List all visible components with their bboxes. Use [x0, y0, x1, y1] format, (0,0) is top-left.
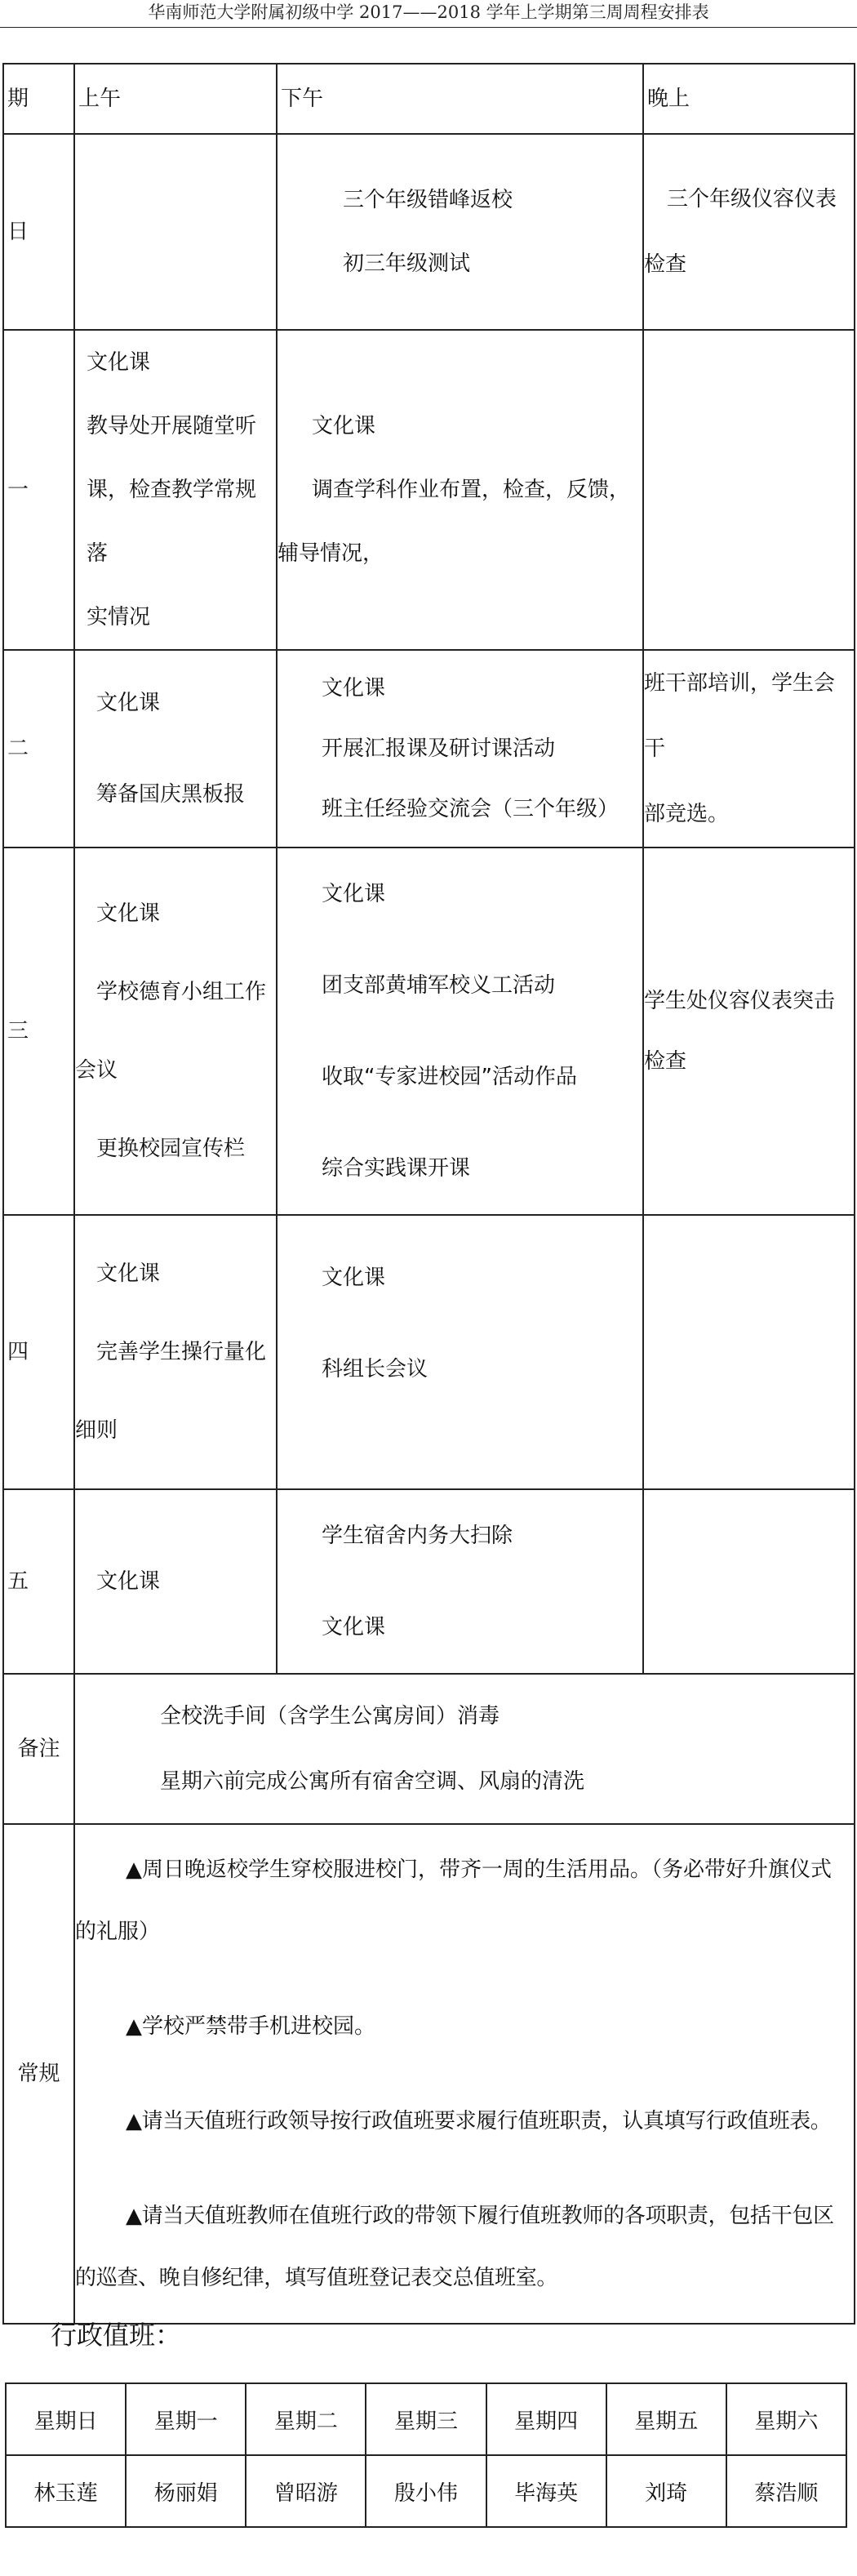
- afternoon-cell: [277, 650, 643, 848]
- day-label: 一: [3, 330, 74, 650]
- cell-line: 初三年级测试: [343, 251, 471, 276]
- cell-line: 调查学科作业布置，检查，反馈，: [312, 478, 631, 502]
- morning-cell: [74, 650, 277, 848]
- cell-line: 学生处仪容仪表突击: [644, 989, 836, 1013]
- cell-line: 更换校园宣传栏: [96, 1137, 246, 1161]
- remarks-row: [3, 1674, 855, 1824]
- day-label: 二: [3, 650, 74, 848]
- afternoon-cell: [277, 330, 643, 650]
- remarks-cell: [74, 1674, 855, 1824]
- afternoon-cell: [277, 848, 643, 1215]
- routine-cell: [74, 1824, 855, 2324]
- duty-roster-table: [5, 2382, 847, 2528]
- duty-name: 刘琦: [606, 2455, 726, 2527]
- duty-day: 星期五: [606, 2383, 726, 2455]
- morning-cell: [74, 1489, 277, 1674]
- cell-line: 学生宿舍内务大扫除: [322, 1524, 513, 1548]
- cell-line: 完善学生操行量化: [96, 1340, 267, 1364]
- duty-name: 殷小伟: [366, 2455, 486, 2527]
- cell-line: 文化课: [312, 414, 376, 438]
- header-day: 期: [3, 64, 74, 134]
- cell-line: 文化课: [322, 1615, 386, 1639]
- remarks-line: 星期六前完成公寓所有宿舍空调、风扇的清洗: [160, 1769, 585, 1794]
- weekly-schedule-table: [2, 63, 855, 2325]
- morning-cell: [74, 330, 277, 650]
- evening-cell: [643, 1489, 855, 1674]
- header-morning: 上午: [74, 64, 277, 134]
- duty-name: 林玉莲: [6, 2455, 126, 2527]
- duty-day: 星期一: [126, 2383, 246, 2455]
- routine-item: ▲请当天值班教师在值班行政的带领下履行值班教师的各项职责，包括干包区的巡查、晚自修纪律，填写值班登记表交总值班室。: [75, 2204, 834, 2290]
- cell-line: 班干部培训，学生会干: [644, 671, 836, 761]
- cell-line: 学校德育小组工作: [96, 980, 267, 1004]
- cell-line: 开展汇报课及研讨课活动: [322, 736, 556, 761]
- cell-line: 文化课: [322, 882, 386, 906]
- routine-item: ▲周日晚返校学生穿校服进校门，带齐一周的生活用品。（务必带好升旗仪式的礼服）: [75, 1857, 832, 1944]
- cell-line: 文化课: [96, 1569, 161, 1594]
- duty-names-row: [6, 2455, 846, 2527]
- cell-line: 班主任经验交流会（三个年级）: [322, 797, 619, 821]
- morning-cell: [74, 134, 277, 330]
- cell-line: 筹备国庆黑板报: [96, 782, 246, 807]
- cell-line: 科组长会议: [322, 1357, 428, 1381]
- cell-line: 部竞选。: [644, 802, 730, 826]
- duty-name: 曾昭游: [246, 2455, 366, 2527]
- afternoon-cell: [277, 134, 643, 330]
- cell-line: 三个年级仪容仪表: [667, 187, 837, 211]
- cell-line: 检查: [644, 252, 687, 277]
- table-row: [3, 1489, 855, 1674]
- evening-cell: [643, 848, 855, 1215]
- afternoon-cell: [277, 1489, 643, 1674]
- table-row: [3, 848, 855, 1215]
- routine-row: [3, 1824, 855, 2324]
- duty-name: 蔡浩顺: [726, 2455, 846, 2527]
- cell-line: 文化课: [87, 350, 151, 375]
- cell-line: 收取“专家进校园”活动作品: [322, 1065, 577, 1089]
- table-row: [3, 1215, 855, 1489]
- cell-line: 细则: [75, 1418, 118, 1443]
- morning-cell: [74, 1215, 277, 1489]
- cell-line: 会议: [75, 1058, 118, 1083]
- morning-cell: [74, 848, 277, 1215]
- table-row: [3, 330, 855, 650]
- duty-days-row: [6, 2383, 846, 2455]
- header-afternoon: 下午: [277, 64, 643, 134]
- document-title: 华南师范大学附属初级中学 2017——2018 学年上学期第三周周程安排表: [0, 0, 857, 28]
- evening-cell: [643, 650, 855, 848]
- cell-line: 文化课: [322, 676, 386, 701]
- evening-cell: [643, 1215, 855, 1489]
- routine-label: 常规: [3, 1824, 74, 2324]
- duty-day: 星期二: [246, 2383, 366, 2455]
- cell-line: 教导处开展随堂听: [87, 414, 257, 438]
- header-evening: 晚上: [643, 64, 855, 134]
- cell-line: 文化课: [96, 691, 161, 715]
- routine-item: ▲学校严禁带手机进校园。: [126, 2014, 375, 2039]
- routine-item: ▲请当天值班行政领导按行政值班要求履行值班职责，认真填写行政值班表。: [126, 2109, 832, 2133]
- duty-day: 星期六: [726, 2383, 846, 2455]
- day-label: 五: [3, 1489, 74, 1674]
- duty-day: 星期三: [366, 2383, 486, 2455]
- duty-day: 星期日: [6, 2383, 126, 2455]
- schedule-header-row: [3, 64, 855, 134]
- remarks-line: 全校洗手间（含学生公寓房间）消毒: [160, 1704, 500, 1728]
- cell-line: 文化课: [96, 1261, 161, 1286]
- remarks-label: 备注: [3, 1674, 74, 1824]
- cell-line: 实情况: [87, 605, 151, 630]
- cell-line: 课，检查教学常规落: [87, 478, 257, 566]
- day-label: 三: [3, 848, 74, 1215]
- day-label: 日: [3, 134, 74, 330]
- table-row: [3, 650, 855, 848]
- table-row: [3, 134, 855, 330]
- cell-line: 检查: [644, 1049, 687, 1074]
- duty-section-title: 行政值班：: [51, 2320, 182, 2351]
- duty-day: 星期四: [486, 2383, 606, 2455]
- evening-cell: [643, 134, 855, 330]
- cell-line: 综合实践课开课: [322, 1156, 471, 1181]
- cell-line: 文化课: [96, 901, 161, 926]
- duty-name: 杨丽娟: [126, 2455, 246, 2527]
- day-label: 四: [3, 1215, 74, 1489]
- evening-cell: [643, 330, 855, 650]
- cell-line: 三个年级错峰返校: [343, 188, 513, 212]
- cell-line: 文化课: [322, 1266, 386, 1290]
- afternoon-cell: [277, 1215, 643, 1489]
- cell-line: 团支部黄埔军校义工活动: [322, 973, 556, 998]
- cell-line: 辅导情况，: [278, 541, 384, 566]
- duty-name: 毕海英: [486, 2455, 606, 2527]
